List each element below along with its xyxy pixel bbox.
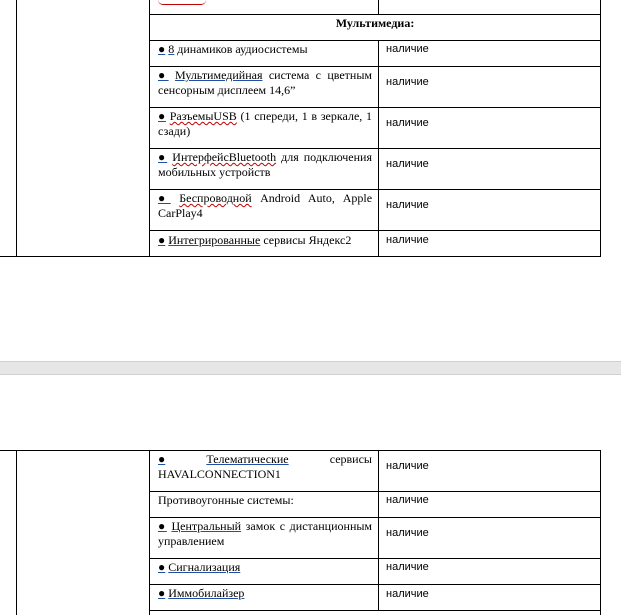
feature-value: наличие — [386, 588, 429, 600]
feature-keyword: ИнтерфейсBluetooth — [172, 150, 277, 164]
table-border — [600, 450, 601, 615]
table-border — [149, 40, 601, 41]
feature-text: динамиков аудиосистемы — [174, 42, 308, 56]
document-page-bottom — [0, 375, 621, 615]
table-border — [16, 450, 17, 615]
feature-cell — [158, 191, 372, 221]
feature-keyword: Иммобилайзер — [168, 586, 245, 600]
table-border — [149, 517, 601, 518]
feature-text: Противоугонные системы: — [158, 493, 294, 507]
feature-keyword: Телематические — [206, 452, 289, 466]
table-border — [149, 189, 601, 190]
feature-text: Android Auto, Apple CarPlay4 — [158, 191, 373, 220]
feature-keyword: Интегрированные — [168, 233, 261, 247]
feature-text: (1 спереди, 1 в зеркале, 1 сзади) — [158, 109, 372, 138]
bullet: ● — [158, 150, 168, 164]
feature-cell — [158, 42, 372, 57]
table-border — [16, 0, 17, 257]
feature-text: замок с дистанционным управлением — [158, 519, 373, 548]
feature-value: наличие — [386, 43, 429, 55]
table-border — [0, 256, 601, 257]
table-border — [378, 450, 379, 610]
feature-keyword: 8 — [168, 42, 175, 56]
feature-text-line2: HAVALCONNECTION1 — [158, 467, 281, 481]
feature-keyword: РазъемыUSB — [169, 109, 237, 123]
feature-value: наличие — [386, 76, 429, 88]
feature-cell — [158, 150, 372, 180]
feature-cell — [158, 68, 372, 98]
table-border — [149, 610, 601, 611]
bullet: ● — [158, 109, 166, 123]
feature-text: сервисы Яндекс2 — [260, 233, 352, 247]
feature-line — [158, 452, 372, 467]
feature-value: наличие — [386, 527, 429, 539]
table-border — [149, 230, 601, 231]
feature-text: система с цветным сенсорным дисплеем 14,6” — [158, 68, 373, 97]
bullet: ● — [158, 519, 167, 533]
feature-value: наличие — [386, 494, 429, 506]
section-header-multimedia: Мультимедиа: — [335, 16, 415, 30]
feature-value: наличие — [386, 460, 429, 472]
table-border — [149, 450, 150, 615]
feature-cell — [158, 452, 372, 482]
bullet: ● — [158, 452, 166, 466]
bullet: ● — [158, 191, 171, 205]
bullet: ● — [158, 42, 166, 56]
table-border — [149, 14, 601, 15]
table-border — [149, 558, 601, 559]
bullet: ● — [158, 560, 166, 574]
feature-value: наличие — [386, 234, 429, 246]
bullet: ● — [158, 586, 166, 600]
cut-off-text-fragment — [158, 0, 206, 5]
feature-cell — [158, 109, 372, 139]
feature-cell — [158, 586, 372, 601]
feature-keyword: Центральный — [171, 519, 242, 533]
feature-keyword: Беспроводной — [179, 191, 252, 205]
table-border — [149, 148, 601, 149]
table-border — [149, 491, 601, 492]
table-border — [149, 0, 150, 257]
feature-cell — [158, 560, 372, 575]
feature-value: наличие — [386, 158, 429, 170]
feature-cell — [158, 233, 372, 248]
bullet: ● — [158, 233, 166, 247]
feature-text: сервисы — [329, 452, 372, 466]
table-border — [149, 584, 601, 585]
feature-value: наличие — [386, 117, 429, 129]
page-break — [0, 361, 621, 375]
table-border — [149, 66, 601, 67]
feature-value: наличие — [386, 199, 429, 211]
feature-keyword: Мультимедийная — [174, 68, 263, 82]
feature-cell — [158, 493, 372, 508]
feature-text: для подключения мобильных устройств — [158, 150, 372, 179]
table-border — [600, 0, 601, 257]
table-border — [0, 450, 601, 451]
bullet: ● — [158, 68, 169, 82]
table-border — [149, 107, 601, 108]
feature-value: наличие — [386, 561, 429, 573]
feature-keyword: Сигнализация — [168, 560, 241, 574]
feature-cell — [158, 519, 372, 549]
table-border — [378, 0, 379, 15]
